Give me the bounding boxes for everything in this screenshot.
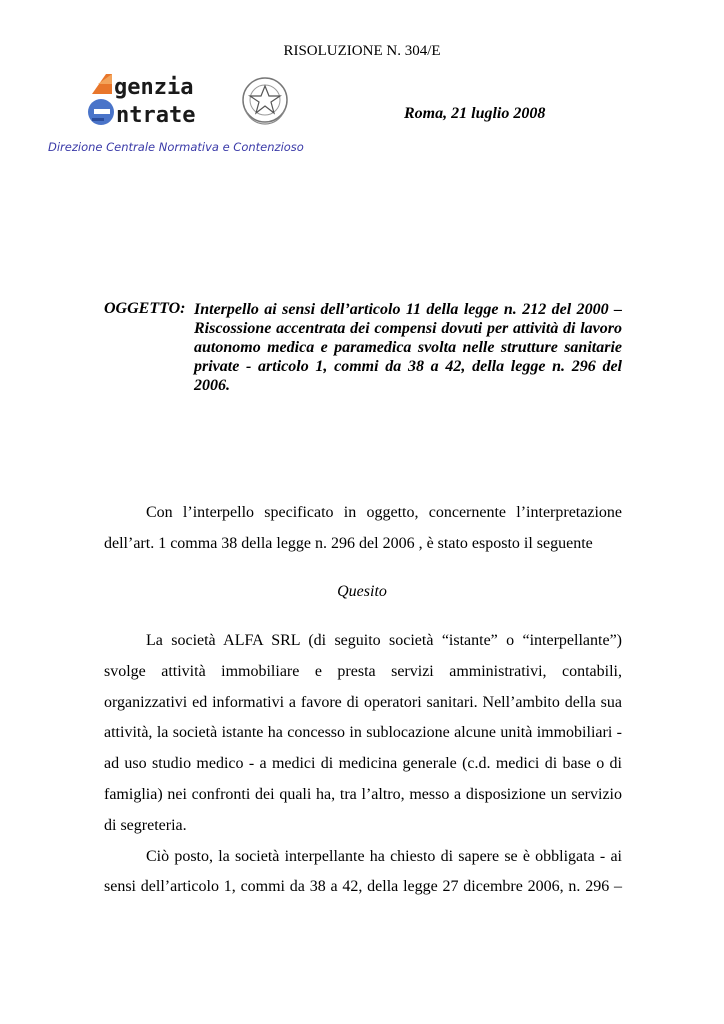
subject-line: autonomo medica e paramedica svolta nelle strutture sanitarie xyxy=(194,339,622,356)
subject-line: private - articolo 1, commi da 38 a 42, della legge n. 296 del xyxy=(194,358,622,375)
subject-line: 2006. xyxy=(194,377,230,394)
paragraph-line: svolge attività immobiliare e presta servizi amministrativi, contabili, xyxy=(104,662,622,680)
logo-line2: ntrate xyxy=(116,103,196,128)
subject-line: Interpello ai sensi dell’articolo 11 della legge n. 212 del 2000 – xyxy=(194,301,622,318)
paragraph-line: sensi dell’articolo 1, commi da 38 a 42, della legge 27 dicembre 2006, n. 296 – xyxy=(104,878,622,896)
paragraph-line: Ciò posto, la società interpellante ha chiesto di sapere se è obbligata - ai xyxy=(146,847,622,865)
paragraph-line: dell’art. 1 comma 38 della legge n. 296 del 2006 , è stato esposto il seguente xyxy=(104,534,593,552)
department-name: Direzione Centrale Normativa e Contenzioso xyxy=(48,140,304,154)
section-heading: Quesito xyxy=(337,583,387,600)
paragraph-line: Con l’interpello specificato in oggetto, concernente l’interpretazione xyxy=(146,504,622,521)
subject-line: Riscossione accentrata dei compensi dovuti per attività di lavoro xyxy=(194,320,622,337)
subject-text xyxy=(194,300,622,395)
italian-emblem-icon xyxy=(243,78,287,124)
subject-label: OGGETTO: xyxy=(104,300,186,317)
logo-line1: genzia xyxy=(114,75,194,100)
paragraph-line: di segreteria. xyxy=(104,816,187,834)
document-reference: RISOLUZIONE N. 304/E xyxy=(283,43,441,59)
paragraph-line: organizzativi ed informativi a favore di operatori sanitari. Nell’ambito della sua xyxy=(104,693,622,711)
agenzia-entrate-logo xyxy=(82,72,297,132)
paragraph-line: ad uso studio medico - a medici di medicina generale (c.d. medici di base o di xyxy=(104,755,622,773)
paragraph-line: attività, la società istante ha concesso in sublocazione alcune unità immobiliari - xyxy=(104,724,622,742)
logo-graphic xyxy=(82,72,297,132)
paragraph-line: famiglia) nei confronti dei quali ha, tra l’altro, messo a disposizione un servizio xyxy=(104,785,622,803)
intro-paragraph xyxy=(104,498,622,560)
document-date: Roma, 21 luglio 2008 xyxy=(404,105,546,122)
paragraph-quesito xyxy=(104,626,622,903)
paragraph-line: La società ALFA SRL (di seguito società “istante” o “interpellante”) xyxy=(146,632,622,649)
